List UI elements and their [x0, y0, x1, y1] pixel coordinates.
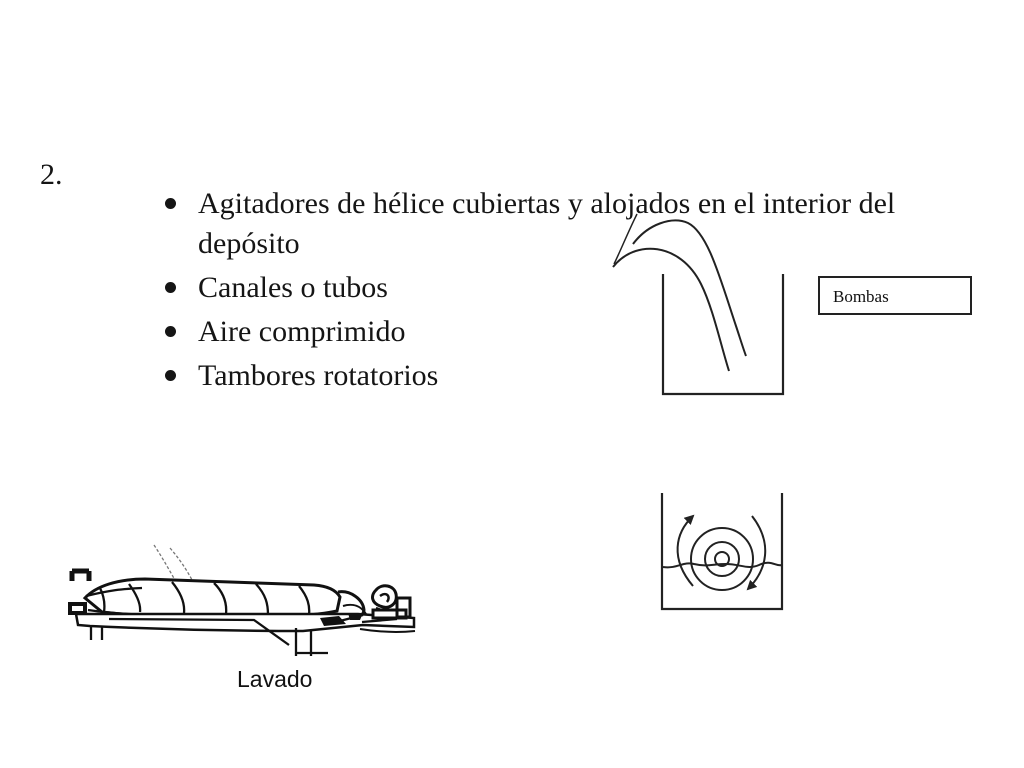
washing-caption: Lavado	[237, 666, 313, 692]
flow-lines-icon	[613, 214, 746, 371]
washing-drum-illustration	[58, 540, 428, 660]
bullet-icon	[165, 282, 176, 293]
technique-text-rotary-drums: Tambores rotatorios	[198, 359, 439, 392]
tank-icon	[663, 274, 783, 394]
bullet-icon	[165, 370, 176, 381]
technique-line-propeller-first: Agitadores de hélice cubiertas y alojados en el interior del	[198, 187, 896, 220]
pumps-label-box	[818, 276, 972, 315]
technique-text-propeller	[198, 182, 920, 266]
technique-item-rotary-drums	[160, 354, 920, 398]
technique-list	[160, 182, 920, 398]
bullet-icon	[165, 198, 176, 209]
rotation-arrows-icon	[663, 516, 782, 590]
technique-line-propeller-continuation: depósito	[198, 227, 300, 260]
tank-flow-diagram	[600, 202, 800, 402]
rotating-drum-icon	[70, 545, 415, 656]
pumps-label: Bombas	[833, 287, 889, 306]
bullet-icon	[165, 326, 176, 337]
section-number: 2.	[40, 158, 63, 191]
technique-text-channels: Canales o tubos	[198, 271, 388, 304]
technique-item-compressed-air	[160, 310, 920, 354]
technique-text-compressed-air: Aire comprimido	[198, 315, 406, 348]
rotation-flow-diagram	[650, 485, 795, 620]
technique-item-propeller	[160, 182, 920, 266]
technique-item-channels	[160, 266, 920, 310]
